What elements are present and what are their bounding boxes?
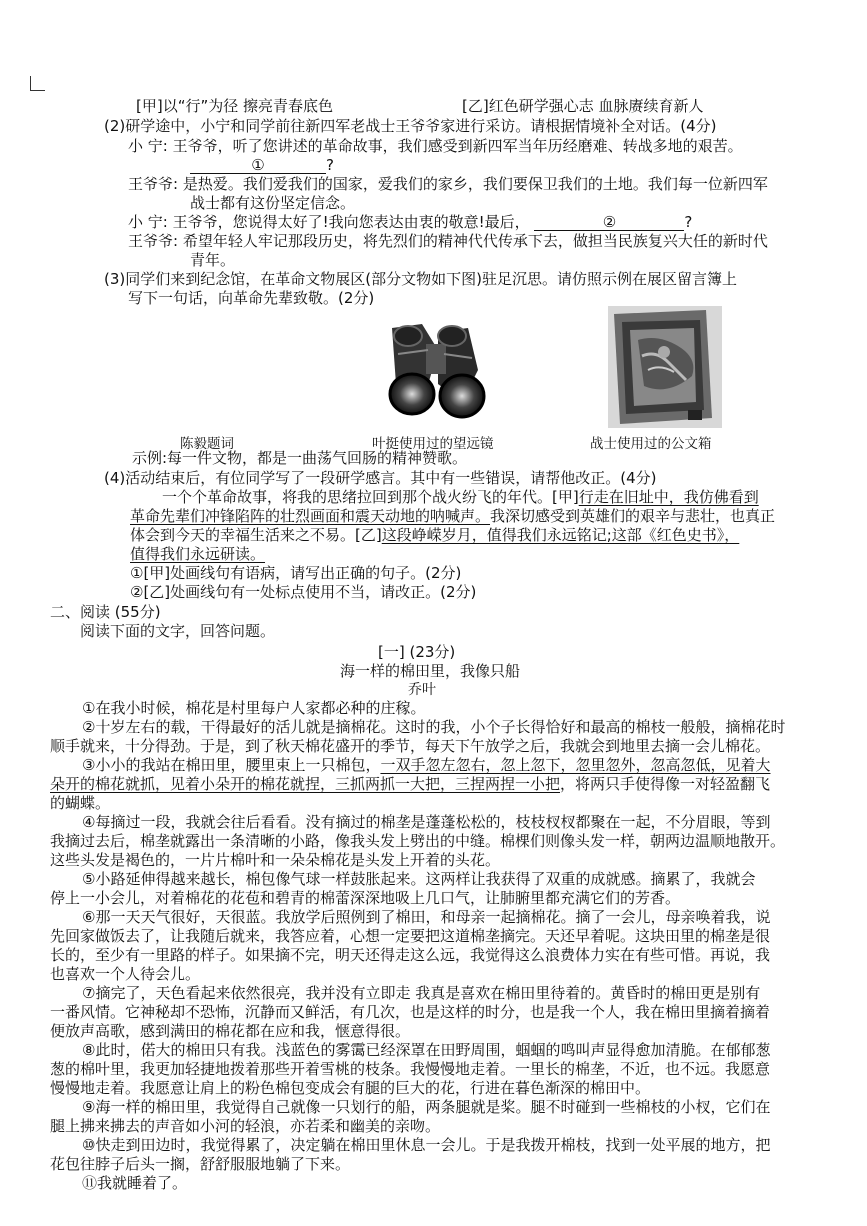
article-p6d: 也喜欢一个人待会儿。 [50, 965, 201, 983]
binoculars-image [378, 314, 490, 426]
section2-part: [一] (23分) [378, 643, 456, 661]
q4-title: (4)活动结束后，有位同学写了一段研学感言。其中有一些错误，请帮他改正。(4分) [104, 469, 657, 487]
article-p3b-text: ，将两只手使得像一对轻盈翻飞 [560, 775, 771, 793]
article-p3c: 的蝴蝶。 [50, 794, 111, 812]
article-p8c: 慢慢地走着。我愿意让肩上的粉色棉包变成会有腿的巨大的花，行进在暮色渐深的棉田中。 [50, 1079, 651, 1097]
article-p3a-text: ③小小的我站在棉田里，腰里束上一只棉包， [82, 756, 381, 774]
article-p1: ①在我小时候，棉花是村里每户人家都必种的庄稼。 [82, 699, 426, 717]
article-p7b: 一番风情。它神秘却不恐怖，沉静而又鲜活，有几次，也是这样的时分，也是我一个人，我在棉田里摘着摘着 [50, 1003, 771, 1021]
page-corner-mark [30, 76, 45, 91]
q4-yi-underlined-2: 值得我们永远研读。 [130, 545, 266, 563]
article-p5a: ⑤小路延伸得越来越长，棉包像气球一样鼓胀起来。这两样让我获得了双重的成就感。摘累了，我就会 [82, 870, 756, 888]
article-p9a: ⑨海一样的棉田里，我觉得自己就像一只划行的船，两条腿就是桨。腿不时碰到一些棉枝的小杈，它们在 [82, 1098, 771, 1116]
q4-p2b: 我深切感受到英雄们的艰辛与悲壮，也真正 [490, 507, 776, 525]
q2-title: (2)研学途中，小宁和同学前往新四军老战士王爷爷家进行采访。请根据情境补全对话。(4分) [104, 117, 717, 135]
article-p3a [82, 755, 770, 775]
q3-line2: 写下一句话，向革命先辈致敬。(2分) [128, 289, 375, 307]
article-p4a: ④每摘过一段，我就会往后看看。没有摘过的棉垄是蓬蓬松松的，枝枝杈杈都聚在一起，不分眉眼，等到 [82, 813, 771, 831]
article-title: 海一样的棉田里，我像只船 [340, 662, 521, 680]
article-p9b: 腿上拂来拂去的声音如小河的轻浪，亦若柔和幽美的亲吻。 [50, 1117, 441, 1135]
q3-example: 示例:每一件文物，都是一曲荡气回肠的精神赞歌。 [132, 449, 468, 467]
caption-briefcase: 战士使用过的公文箱 [590, 436, 712, 452]
article-p2b: 顺手就来，十分得劲。于是，到了秋天棉花盛开的季节，每天下午放学之后，我就会到地里去摘一会儿棉花。 [50, 737, 771, 755]
article-p3a-underlined: 一双手忽左忽右，忽上忽下，忽里忽外，忽高忽低，见着大 [380, 756, 771, 774]
q4-sub2: ②[乙]处画线句有一处标点使用不当，请改正。(2分) [130, 583, 477, 601]
caption-chenyi: 陈毅题词 [180, 436, 234, 452]
q2-blank1-line: ① ? [190, 155, 334, 175]
answer-blank-1[interactable]: ① [190, 155, 326, 174]
answer-blank-2[interactable]: ② [534, 212, 684, 231]
article-p5b: 停上一小会儿，对着棉花的花苞和碧青的棉蕾深深地吸上几口气，让肺腑里都充满它们的芳香。 [50, 889, 681, 907]
q2-line5: 小 宁: 王爷爷，您说得太好了!我向您表达由衷的敬意!最后， ② ? [128, 213, 693, 231]
q4-sub1: ①[甲]处画线句有语病，请写出正确的句子。(2分) [130, 564, 462, 582]
article-p10a: ⑩快走到田边时，我觉得累了，决定躺在棉田里休息一会儿。于是我拨开棉枝，找到一处平展的地方，把 [82, 1136, 771, 1154]
article-p3b-underlined: 朵开的棉花就抓，见着小朵开的棉花就捏，三抓两抓一大把，三捏两捏一小把 [50, 775, 561, 793]
article-p2a: ②十岁左右的载，干得最好的活儿就是摘棉花。这时的我，小个子长得恰好和最高的棉枝一般般，摘棉花时 [82, 718, 786, 736]
article-p8b: 葱的棉叶里，我更加轻捷地拨着那些开着雪桃的枝条。我慢慢地走着。一里长的棉垄，不近，也不远。我愿意 [50, 1060, 771, 1078]
briefcase-image [608, 306, 722, 428]
speaker-xiaoning: 小 宁: [128, 137, 168, 155]
speaker-wang-2: 王爷爷: [128, 232, 179, 250]
q4-para-line2 [130, 506, 775, 526]
q4-jia-underlined-2: 革命先辈们冲锋陷阵的壮烈画面和震天动地的呐喊声。 [130, 507, 491, 525]
article-p6c: 长的，至少有一里路的样子。如果摘不完，明天还得走这么远，我觉得这么浪费体力实在有些可惜。再说，我 [50, 946, 771, 964]
q2-line3 [128, 174, 768, 194]
article-p6b: 先回家做饭去了，让我随后就来，我答应着，心想一定要把这道棉垄摘完。天还早着呢。这块田里的棉垄是很 [50, 927, 771, 945]
q4-yi-underlined: 这段峥嵘岁月，值得我们永远铭记;这部《红色史书》， [381, 526, 740, 544]
q3-line1: (3)同学们来到纪念馆，在革命文物展区(部分文物如下图)驻足沉思。请仿照示例在展区留言簿上 [104, 270, 737, 288]
caption-binoculars: 叶挺使用过的望远镜 [372, 436, 494, 452]
article-p7c: 便放声高歌，感到满田的棉花都在应和我，惬意得很。 [50, 1022, 411, 1040]
q2-line6 [128, 231, 768, 251]
q2-line1 [128, 136, 743, 156]
article-author: 乔叶 [408, 682, 436, 698]
q4-para-line3 [130, 525, 739, 545]
article-p6a: ⑥那一天天气很好，天很蓝。我放学后照例到了棉田，和母亲一起摘棉花。摘了一会儿，母亲唤着我，说 [82, 908, 771, 926]
article-p11: ⑪我就睡着了。 [82, 1174, 188, 1192]
q2-line7: 青年。 [190, 251, 236, 269]
section2-intro: 阅读下面的文字，回答问题。 [80, 622, 276, 640]
q2-line6-text: 希望年轻人牢记那段历史，将先烈们的精神代代传承下去，做担当民族复兴大任的新时代 [182, 232, 768, 250]
q2-line5-text: 王爷爷，您说得太好了!我向您表达由衷的敬意!最后， [172, 213, 530, 231]
q2-line1-text: 王爷爷，听了您讲述的革命故事，我们感受到新四军当年历经磨难、转战多地的艰苦。 [172, 137, 743, 155]
article-p7a: ⑦摘完了，天色看起来依然很亮，我并没有立即走 我真是喜欢在棉田里待着的。黄昏时的棉田更是别有 [82, 984, 761, 1002]
article-p4b: 我摘过去后，棉垄就露出一条清晰的小路，像我头发上劈出的中缝。棉棵们则像头发一样，朝两边温顺地散开。 [50, 832, 786, 850]
article-p3b [50, 774, 770, 794]
article-p10b: 花包往脖子后头一搁，舒舒服服地躺了下来。 [50, 1155, 351, 1173]
q4-para-line4 [130, 544, 265, 564]
q4-jia-underlined: 行走在旧址中，我仿佛看到 [578, 488, 759, 506]
q4-p3a: 体会到今天的幸福生活来之不易。[乙] [130, 526, 382, 544]
section2-title: 二、阅读 (55分) [50, 603, 161, 621]
slogan-a: [甲]以“行”为径 擦亮青春底色 [136, 97, 334, 115]
q2-line4: 战士都有这份坚定信念。 [190, 194, 356, 212]
slogan-b: [乙]红色研学强心志 血脉赓续育新人 [462, 97, 704, 115]
q4-para-line1 [162, 487, 759, 507]
article-p8a: ⑧此时，偌大的棉田只有我。浅蓝色的雾霭已经深罩在田野周围，蝈蝈的鸣叫声显得愈加清脆。在郁郁葱 [82, 1041, 771, 1059]
q2-line3-text: 是热爱。我们爱我们的国家，爱我们的家乡，我们要保卫我们的土地。我们每一位新四军 [182, 175, 768, 193]
speaker-xiaoning-2: 小 宁: [128, 213, 168, 231]
speaker-wang: 王爷爷: [128, 175, 179, 193]
q4-p1a: 一个个革命故事，将我的思绪拉回到那个战火纷飞的年代。[甲] [162, 488, 579, 506]
article-p4c: 这些头发是褐色的，一片片棉叶和一朵朵棉花是头发上开着的头花。 [50, 851, 501, 869]
